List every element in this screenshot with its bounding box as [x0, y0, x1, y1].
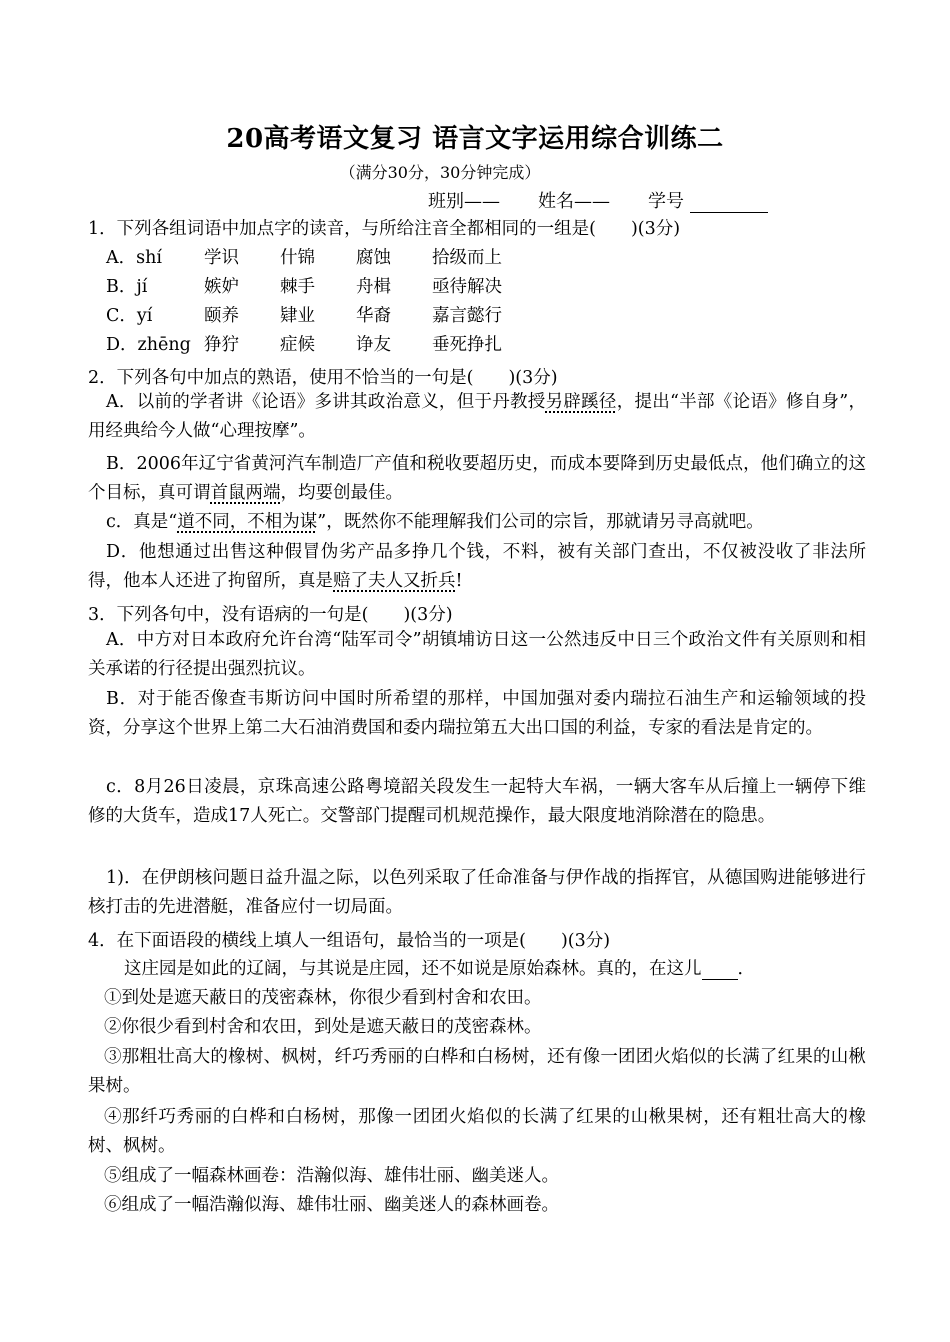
q2-d-text: D．他想通过出售这种假冒伪劣产品多挣几个钱，不料，被有关部门查出，不仅被没收了非法所得，他本人还进了拘留所，真是 [88, 542, 866, 591]
name-label: 姓名—— [538, 191, 610, 212]
q3-option-c: c．8月26日凌晨，京珠高速公路粤境韶关段发生一起特大车祸，一辆大客车从后撞上一辆停下维修的大货车，造成17人死亡。交警部门提醒司机规范操作，最大限度地消除潜在的隐患。 [88, 777, 866, 826]
q4-blank-line [702, 959, 738, 980]
q2-b-text-end: ，均要创最佳。 [280, 483, 403, 503]
q2-a-text-end: ，提出“半部《论语》修自身”，用经典给今人做“心理按摩”。 [88, 392, 867, 441]
q4-passage-end: ． [737, 959, 755, 979]
q1-b-word1: 嫉妒 [204, 277, 239, 297]
q1-c-word4: 嘉言懿行 [432, 306, 502, 326]
q1-b-label: B．jí [106, 277, 148, 297]
q1-d-word4: 垂死挣扎 [432, 335, 502, 355]
q2-option-a [88, 388, 866, 446]
q2-c-text-end: ”，既然你不能理解我们公司的宗旨，那就请另寻高就吧。 [317, 512, 764, 532]
q3-option-d: 1)．在伊朗核问题日益升温之际，以色列采取了任命准备与伊作战的指挥官，从德国购进能够进行核打击的先进潜艇，准备应付一切局面。 [88, 868, 866, 917]
q4-item-5: ⑤组成了一幅森林画卷：浩瀚似海、雄伟壮丽、幽美迷人。 [104, 1166, 559, 1186]
q3-option-b: B．对于能否像查韦斯访问中国时所希望的那样，中国加强对委内瑞拉石油生产和运输领域的投资，分享这个世界上第二大石油消费国和委内瑞拉第五大出口国的利益，专家的看法是肯定的。 [88, 689, 866, 738]
q2-option-b [88, 450, 866, 508]
q2-a-text: A．以前的学者讲《论语》多讲其政治意义，但于丹教授 [106, 392, 546, 412]
q2-option-c [88, 508, 866, 537]
q1-c-word2: 肄业 [280, 306, 315, 326]
id-blank-line [690, 191, 768, 213]
q4-item-1: ①到处是遮天蔽日的茂密森林，你很少看到村舍和农田。 [104, 988, 542, 1008]
q1-d-word3: 诤友 [356, 335, 391, 355]
id-label [648, 187, 768, 213]
q4-item-2: ②你很少看到村舍和农田，到处是遮天蔽日的茂密森林。 [104, 1017, 542, 1037]
class-label: 班别—— [428, 191, 500, 212]
q2-c-text: c．真是“ [106, 512, 178, 532]
q4-item-3: ③那粗壮高大的橡树、枫树，纤巧秀丽的白桦和白杨树，还有像一团团火焰似的长满了红果的山楸果树。 [88, 1047, 866, 1096]
q1-a-word4: 拾级而上 [432, 248, 502, 268]
q4-item-6: ⑥组成了一幅浩瀚似海、雄伟壮丽、幽美迷人的森林画卷。 [104, 1195, 559, 1215]
q1-b-word3: 舟楫 [356, 277, 391, 297]
q1-a-label: A．shí [106, 248, 162, 268]
q1-c-word3: 华裔 [356, 306, 391, 326]
q2-d-text-end: ! [455, 571, 463, 591]
id-label-text: 学号 [648, 191, 684, 212]
q1-d-label: D．zhēng [106, 335, 191, 355]
q1-d-word1: 狰狞 [204, 335, 239, 355]
q1-a-word1: 学识 [204, 248, 239, 268]
document-subtitle: （满分30分，30分钟完成） [339, 163, 541, 182]
document-title: 20高考语文复习 语言文字运用综合训练二 [226, 124, 724, 154]
q4-item-4: ④那纤巧秀丽的白桦和白杨树，那像一团团火焰似的长满了红果的山楸果树，还有粗壮高大的橡 树、枫树。 [88, 1107, 866, 1156]
q1-a-word3: 腐蚀 [356, 248, 391, 268]
q3-stem: 3．下列各句中，没有语病的一句是( )(3分) [88, 605, 453, 625]
q1-c-word1: 颐养 [204, 306, 239, 326]
q2-option-d [88, 538, 866, 596]
q1-c-label: C．yí [106, 306, 153, 326]
q4-stem: 4．在下面语段的横线上填人一组语句，最恰当的一项是( )(3分) [88, 931, 611, 951]
q2-a-idiom: 另辟蹊径 [545, 392, 617, 412]
q2-b-idiom: 首鼠两端 [210, 483, 281, 503]
q1-a-word2: 什锦 [280, 248, 315, 268]
q1-b-word4: 亟待解决 [432, 277, 502, 297]
q2-d-idiom: 赔了夫人又折兵 [333, 571, 456, 591]
q2-c-idiom: 道不同，不相为谋 [177, 512, 318, 532]
q1-d-word2: 症候 [280, 335, 315, 355]
q3-option-a: A．中方对日本政府允许台湾“陆军司令”胡镇埔访日这一公然违反中日三个政治文件有关原则和相关承诺的行径提出强烈抗议。 [88, 630, 866, 679]
q2-b-text: B．2006年辽宁省黄河汽车制造厂产值和税收要超历史，而成本要降到历史最低点，他们确立的这个目标，真可谓 [88, 454, 866, 503]
q1-b-word2: 棘手 [280, 277, 315, 297]
q1-stem: 1．下列各组词语中加点字的读音，与所给注音全都相同的一组是( )(3分) [88, 219, 681, 239]
q4-passage-text: 这庄园是如此的辽阔，与其说是庄园，还不如说是原始森林。真的，在这儿 [124, 959, 702, 979]
q2-stem: 2．下列各句中加点的熟语，使用不恰当的一句是( )(3分) [88, 368, 558, 388]
q4-passage [124, 955, 755, 980]
